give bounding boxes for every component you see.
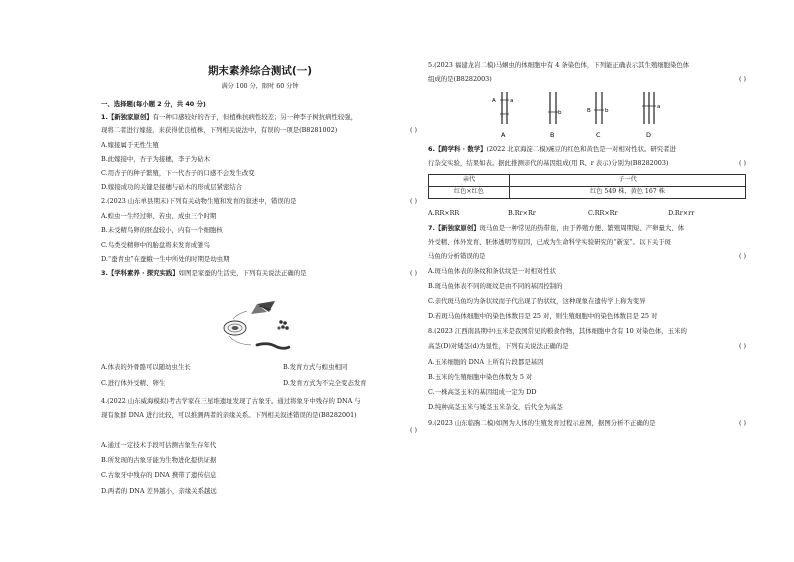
q8-option-d: D.纯种高茎玉米与矮茎玉米杂交，后代全为高茎 bbox=[428, 403, 563, 411]
eggs-icon bbox=[277, 320, 288, 330]
label-b: B bbox=[550, 131, 555, 139]
q1-option-d: D.嫁接成功的关键是接穗与砧木的形成层紧密结合 bbox=[101, 183, 243, 191]
q6-line-1: 6.【跨学科 · 数学】(2022 北京海淀二模)豌豆的红色和黄色是一对相对性状。研究者进 bbox=[428, 145, 676, 153]
cell-d bbox=[642, 92, 660, 139]
table-header-parent: 亲代 bbox=[429, 175, 510, 187]
table-header-offspring: 子一代 bbox=[510, 175, 746, 187]
q3-option-d: D.发育方式为不完全变态发育 bbox=[283, 379, 367, 387]
answer-paren[interactable]: ( ) bbox=[409, 426, 417, 434]
section-heading: 一、选择题(每小题 2 分，共 40 分) bbox=[101, 100, 206, 108]
label-d: D bbox=[646, 131, 651, 139]
q1-option-a: A.嫁接属于无性生殖 bbox=[101, 141, 159, 149]
cell-a bbox=[492, 92, 513, 139]
q8-line-1: 8.(2023 江西南昌期中)玉米是我国常见的粮食作物，其体细胞中含有 10 对染色体，玉米的 bbox=[428, 327, 687, 335]
q8-option-a: A.玉米细胞的 DNA 上所有片段都是基因 bbox=[428, 358, 544, 366]
q2-stem: 2.(2023 山东单县期末)下列有关动物生殖和发育的叙述中，错误的是 ( ) bbox=[101, 197, 417, 205]
cell-c bbox=[587, 92, 609, 139]
q6-option-c: C.RR×Rr bbox=[588, 209, 618, 217]
q2-option-c: C.鸟类受精卵中的胎盘将来发育成雏鸟 bbox=[101, 241, 210, 249]
q4-option-a: A.通过一定技术手段可估测古象生存年代 bbox=[101, 441, 217, 449]
larva-icon bbox=[257, 344, 289, 349]
q1-option-c: C.用杏子的种子繁殖，下一代杏子的口感不会发生改变 bbox=[101, 169, 255, 177]
answer-paren[interactable]: ( ) bbox=[738, 159, 746, 167]
q1-line-1: 1.【新独家原创】有一种口感较好的杏子，但植株抗病性较差；另一种李子树抗病性较强， bbox=[101, 113, 358, 121]
answer-paren[interactable]: ( ) bbox=[409, 197, 417, 205]
answer-paren[interactable]: ( ) bbox=[409, 126, 417, 134]
q7-option-d: D.若斑马鱼体细胞中的染色体数目是 25 对，则生殖细胞中的染色体数目是 25 对 bbox=[428, 312, 658, 320]
q6-option-a: A.RR×RR bbox=[428, 209, 460, 217]
q4-line-2: 现有象群 DNA 进行比较，可以推测两者的亲缘关系。下列相关叙述错误的是(B8282001) bbox=[101, 411, 357, 419]
moth-icon bbox=[251, 301, 275, 314]
answer-paren[interactable]: ( ) bbox=[738, 419, 746, 427]
svg-text:b: b bbox=[605, 108, 609, 114]
q9-stem: 9.(2023 山东临朐二模)如图为人体的生殖发育过程示意图，据图分析不正确的是 ( ) bbox=[428, 419, 746, 427]
q6-line-2: 行杂交实验，结果如表。据此推测亲代的基因组成(用 R、r 表示)分别为(B8282003) ( ) bbox=[428, 159, 746, 167]
svg-text:B: B bbox=[587, 108, 591, 114]
q3-option-c: C.进行体外受精、卵生 bbox=[101, 379, 166, 387]
q7-line-1: 7.【新独家原创】斑马鱼是一种常见的热带鱼，由于养殖方便、繁殖周期短、产卵量大、体 bbox=[428, 224, 685, 232]
q3-stem: 3.【学科素养 · 探究实践】如图是家蚕的生活史，下列有关说法正确的是 ( ) bbox=[101, 269, 417, 277]
answer-paren[interactable]: ( ) bbox=[738, 252, 746, 260]
answer-paren[interactable]: ( ) bbox=[409, 269, 417, 277]
cell-b bbox=[548, 92, 562, 139]
q5-line-2: 组成的是(B8282003) ( ) bbox=[428, 75, 746, 83]
q1-option-b: B.此嫁接中，杏子为接穗，李子为砧木 bbox=[101, 155, 210, 163]
table-cell-offspring: 红色 549 株，黄色 167 株 bbox=[510, 187, 746, 199]
q8-option-c: C.一株高茎玉米的基因组成一定为 DD bbox=[428, 388, 537, 396]
q7-line-2: 外受精、体外发育、胚体透明等原因，已成为生命科学实验研究的“新宠”。以下关于斑 bbox=[428, 238, 671, 246]
svg-text:A: A bbox=[492, 98, 496, 104]
svg-text:a: a bbox=[510, 98, 514, 104]
chromosome-figure bbox=[480, 88, 680, 140]
q2-option-b: B.未受精鸟卵的胚盘较小，内有一个细胞核 bbox=[101, 226, 223, 234]
q4-line-1: 4.(2022 山东威海模拟)考古学家在三星堆遗址发现了古象牙。通过将象牙中残存的 DNA 与 bbox=[101, 397, 361, 405]
q6-table bbox=[428, 174, 746, 199]
q8-line-2: 高茎(D)对矮茎(d)为显性，下列有关说法正确的是 ( ) bbox=[428, 342, 746, 350]
svg-text:a: a bbox=[657, 104, 661, 110]
q6-option-b: B.Rr×Rr bbox=[508, 209, 536, 217]
label-c: C bbox=[596, 131, 601, 139]
q3-option-b: B.发育方式与蝗虫相同 bbox=[283, 363, 348, 371]
q7-option-b: B.斑马鱼体表不同的斑纹是由不同的基因控制的 bbox=[428, 282, 563, 290]
page-title: 期末素养综合测试(一) bbox=[207, 65, 313, 77]
q4-option-d: D.两者的 DNA 差异越小，亲缘关系越远 bbox=[101, 487, 217, 495]
q6-option-d: D.Rr×rr bbox=[668, 209, 695, 217]
cocoon-icon bbox=[224, 321, 246, 335]
q4-option-c: C.古象牙中残存的 DNA 携带了遗传信息 bbox=[101, 471, 217, 479]
label-a: A bbox=[501, 131, 506, 139]
q7-option-a: A.斑马鱼体表的条纹和条状纹是一对相对性状 bbox=[428, 267, 557, 275]
answer-paren[interactable]: ( ) bbox=[738, 75, 746, 83]
answer-paren[interactable]: ( ) bbox=[738, 342, 746, 350]
q1-line-2: 现将二者进行嫁接，来获得优良植株，下列相关说法中，有误的一项是(B8281002) ( ) bbox=[101, 126, 417, 134]
q5-line-1: 5.(2023 福建龙岩二模)马蛔虫的体细胞中有 4 条染色体，下列能正确表示其生殖细胞染色体 bbox=[428, 61, 690, 69]
q2-option-a: A.蝗虫一生经过卵、若虫、成虫三个时期 bbox=[101, 212, 217, 220]
silkworm-lifecycle-figure bbox=[217, 298, 301, 360]
q2-option-d: D.“蚕青虫”在蚕蛾一生中所处的时期是幼虫期 bbox=[101, 255, 230, 263]
svg-text:b: b bbox=[558, 110, 562, 116]
q3-option-a: A.体表的外骨骼可以随幼虫生长 bbox=[101, 363, 191, 371]
q8-option-b: B.玉米的生殖细胞中染色体数为 5 对 bbox=[428, 373, 533, 381]
page-subtitle: 满分 100 分，限时 60 分钟 bbox=[221, 83, 299, 90]
q7-option-c: C.亲代斑马鱼均为条状纹而子代出现了豹状纹，这种现象在遗传学上称为变异 bbox=[428, 297, 646, 305]
q4-option-b: B.所发现的古象牙能为生物进化提供证据 bbox=[101, 456, 217, 464]
q7-line-3: 马鱼的分析错误的是 ( ) bbox=[428, 252, 746, 260]
table-cell-parent: 红色×红色 bbox=[429, 187, 510, 199]
